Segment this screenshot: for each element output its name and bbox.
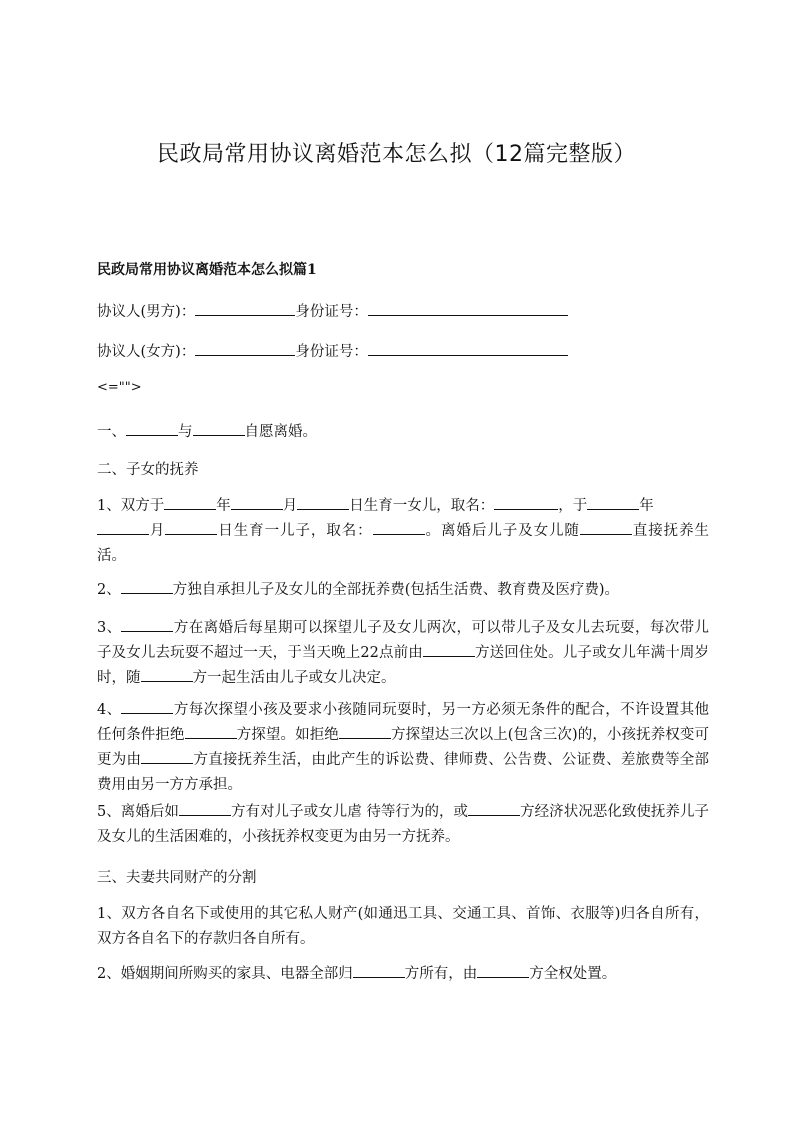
blank-field xyxy=(468,801,520,816)
blank-field xyxy=(141,667,193,682)
blank-field xyxy=(580,520,632,535)
clause-text: 方直接抚养生活，由此产生的诉讼费、律师费、公告费、公证费、差旅费等全部费用由另一方方承担。 xyxy=(97,752,710,793)
blank-field xyxy=(423,642,475,657)
blank-field xyxy=(193,421,245,436)
clause-text: 方独自承担儿子及女儿的全部抚养费(包括生活费、教育费及医疗费)。 xyxy=(172,582,620,598)
clause-text: 方送回住处。儿子或女儿年满十周岁时，随 xyxy=(97,645,709,686)
clause-text: 2、婚姻期间所购买的家具、电器全部归 xyxy=(97,966,353,982)
clause-text: 日生育一女儿，取名： xyxy=(349,498,495,514)
blank-field xyxy=(141,749,193,764)
blank-field xyxy=(195,341,295,356)
clause-text: 自愿离婚。 xyxy=(244,424,317,440)
blank-field xyxy=(297,495,349,510)
clause-text: 5、离婚后如 xyxy=(97,804,179,820)
party-female-label: 协议人(女方)： xyxy=(97,344,196,360)
clause-text: 月 xyxy=(282,498,298,514)
clause-number: 一、 xyxy=(97,424,126,440)
clause-text: 与 xyxy=(178,424,193,440)
party-male-line xyxy=(97,300,707,324)
clause-text: 年 xyxy=(639,498,654,514)
clause-text: 2、 xyxy=(97,582,121,598)
blank-field xyxy=(164,495,216,510)
clause-text: 。离婚后儿子及女儿随 xyxy=(424,523,580,539)
stray-text: <=""> xyxy=(97,380,142,395)
clause-2-3 xyxy=(97,616,709,691)
clause-text: 月 xyxy=(149,523,166,539)
clause-2-4 xyxy=(97,698,709,798)
heading-child-custody: 二、子女的抚养 xyxy=(97,462,199,478)
heading-property-division: 三、夫妻共同财产的分割 xyxy=(97,870,257,886)
clause-voluntary-divorce xyxy=(97,420,707,444)
party-female-line xyxy=(97,340,707,364)
blank-field xyxy=(339,724,391,739)
clause-text: 方全权处置。 xyxy=(529,966,617,982)
clause-text: 方在离婚后每星期可以探望儿子及女儿两次，可以带儿子及女儿去玩耍，每次带儿子及女儿去玩耍不超过一天，于当天晚上22点前由 xyxy=(97,620,709,661)
blank-field xyxy=(97,520,149,535)
blank-field xyxy=(179,801,231,816)
clause-text: 直接抚养生活。 xyxy=(97,523,710,564)
blank-field xyxy=(121,579,173,594)
blank-field xyxy=(121,617,173,632)
blank-field xyxy=(185,724,237,739)
blank-field xyxy=(494,495,558,510)
section-title: 民政局常用协议离婚范本怎么拟篇1 xyxy=(97,262,317,278)
blank-field xyxy=(353,963,405,978)
clause-2-1 xyxy=(97,494,709,569)
document-title: 民政局常用协议离婚范本怎么拟（12篇完整版） xyxy=(157,142,636,167)
clause-text: 3、 xyxy=(97,620,122,636)
blank-field xyxy=(165,520,217,535)
id-label: 身份证号： xyxy=(295,304,368,320)
blank-field xyxy=(368,301,568,316)
clause-text: 方有对儿子或女儿虐 待等行为的，或 xyxy=(230,804,469,820)
blank-field xyxy=(195,301,295,316)
blank-field xyxy=(373,520,425,535)
blank-field xyxy=(121,699,173,714)
blank-field xyxy=(477,963,529,978)
clause-text: ，于 xyxy=(558,498,588,514)
clause-text: 方探望。如拒绝 xyxy=(236,727,339,743)
clause-text: 日生育一儿子，取名： xyxy=(217,523,373,539)
blank-field xyxy=(368,341,568,356)
clause-text: 方一起生活由儿子或女儿决定。 xyxy=(192,670,396,686)
clause-text: 4、 xyxy=(97,702,122,718)
clause-2-5 xyxy=(97,800,709,850)
blank-field xyxy=(231,495,283,510)
blank-field xyxy=(587,495,639,510)
clause-2-2 xyxy=(97,578,709,603)
clause-text: 1、双方于 xyxy=(97,498,165,514)
clause-text: 方探望达三次以上(包含三次)的，小孩抚养权变可更为由 xyxy=(97,727,710,768)
id-label: 身份证号： xyxy=(295,344,368,360)
clause-text: 方每次探望小孩及要求小孩随同玩耍时，另一方必须无条件的配合，不许设置其他任何条件拒绝 xyxy=(97,702,709,743)
clause-text: 方所有，由 xyxy=(404,966,478,982)
clause-text: 方经济状况恶化致使抚养儿子及女儿的生活困难的，小孩抚养权变更为由另一方抚养。 xyxy=(97,804,709,845)
blank-field xyxy=(126,421,178,436)
clause-3-1: 1、双方各自名下或使用的其它私人财产(如通迅工具、交通工具、首饰、衣服等)归各自所有，双方各自名下的存款归各自所有。 xyxy=(97,906,709,947)
party-male-label: 协议人(男方)： xyxy=(97,304,196,320)
clause-text: 年 xyxy=(216,498,231,514)
clause-3-2 xyxy=(97,962,709,987)
